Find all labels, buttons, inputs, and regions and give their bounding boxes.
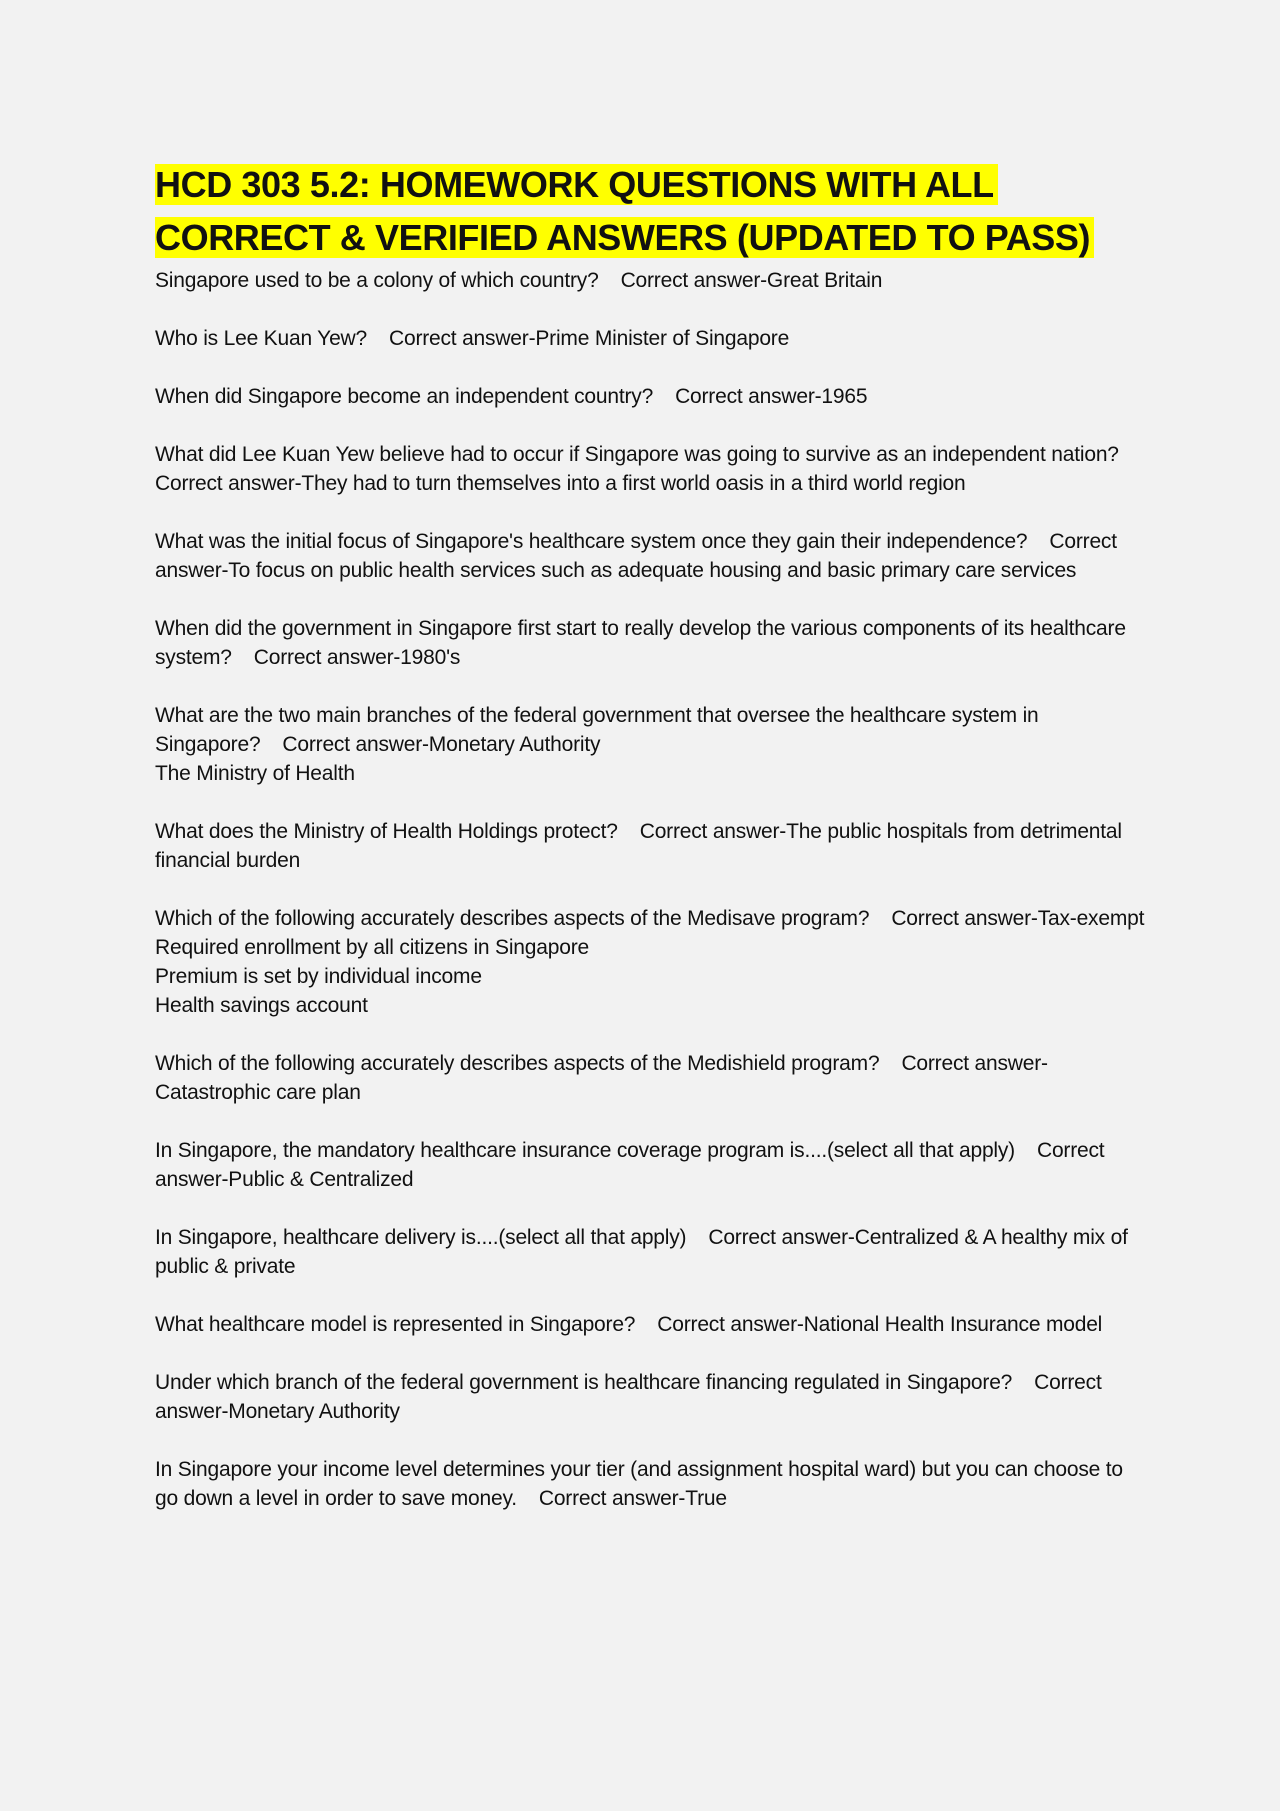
- qa-item: [155, 1049, 1145, 1107]
- qa-answer: Correct answer-Monetary Authority: [282, 733, 601, 756]
- qa-item: [155, 817, 1145, 875]
- qa-answer-extra-line: Health savings account: [155, 994, 368, 1017]
- qa-question: What does the Ministry of Health Holdings protect?: [155, 820, 618, 843]
- qa-question: In Singapore, healthcare delivery is....(select all that apply): [155, 1226, 687, 1249]
- qa-item: [155, 701, 1145, 788]
- qa-item: [155, 1223, 1145, 1281]
- qa-question: In Singapore your income level determines your tier (and assignment hospital ward) but you can choose to go down a level in order to save money.: [155, 1458, 1123, 1510]
- qa-answer: Correct answer-Tax-exempt: [891, 907, 1145, 930]
- qa-answer: Correct answer-To focus on public health services such as adequate housing and basic primary care services: [155, 530, 1117, 582]
- qa-answer-extra-line: Required enrollment by all citizens in Singapore: [155, 936, 589, 959]
- document-title-line1: HCD 303 5.2: HOMEWORK QUESTIONS WITH ALL: [155, 164, 994, 205]
- qa-item: [155, 904, 1145, 1020]
- qa-question: Who is Lee Kuan Yew?: [155, 327, 367, 350]
- qa-question: Which of the following accurately describes aspects of the Medisave program?: [155, 907, 870, 930]
- qa-item: [155, 1310, 1145, 1339]
- document-title: [155, 158, 1145, 264]
- document-content: [155, 158, 1145, 1542]
- qa-question: What healthcare model is represented in Singapore?: [155, 1313, 636, 1336]
- qa-answer: Correct answer-Centralized & A healthy mix of public & private: [155, 1226, 1128, 1278]
- qa-question: When did Singapore become an independent country?: [155, 385, 654, 408]
- qa-item: [155, 1368, 1145, 1426]
- qa-answer: Correct answer-Catastrophic care plan: [155, 1052, 1048, 1104]
- qa-answer: Correct answer-True: [538, 1487, 727, 1510]
- qa-answer-extra-line: The Ministry of Health: [155, 762, 355, 785]
- document-title-text: [155, 164, 1094, 258]
- qa-answer: Correct answer-Prime Minister of Singapore: [389, 327, 790, 350]
- qa-question: In Singapore, the mandatory healthcare insurance coverage program is....(select all that apply): [155, 1139, 1015, 1162]
- qa-answer: Correct answer-National Health Insurance model: [657, 1313, 1103, 1336]
- qa-question: What are the two main branches of the federal government that oversee the healthcare system in Singapore?: [155, 704, 1039, 756]
- qa-item: [155, 324, 1145, 353]
- qa-question: Singapore used to be a colony of which country?: [155, 269, 599, 292]
- qa-question: What was the initial focus of Singapore's healthcare system once they gain their independence?: [155, 530, 1028, 553]
- qa-item: [155, 266, 1145, 295]
- qa-answer-extra-line: Premium is set by individual income: [155, 965, 482, 988]
- qa-answer: Correct answer-The public hospitals from detrimental financial burden: [155, 820, 1122, 872]
- qa-item: [155, 527, 1145, 585]
- qa-item: [155, 1455, 1145, 1513]
- qa-item: [155, 614, 1145, 672]
- document-title-line2: CORRECT & VERIFIED ANSWERS (UPDATED TO PASS): [155, 217, 1091, 258]
- qa-answer: Correct answer-1965: [675, 385, 868, 408]
- qa-item: [155, 1136, 1145, 1194]
- qa-question: Which of the following accurately describes aspects of the Medishield program?: [155, 1052, 880, 1075]
- qa-answer: Correct answer-They had to turn themselves into a first world oasis in a third world region: [155, 472, 966, 495]
- qa-answer: Correct answer-1980's: [253, 646, 461, 669]
- qa-question: Under which branch of the federal government is healthcare financing regulated in Singapore?: [155, 1371, 1013, 1394]
- qa-item: [155, 440, 1145, 498]
- qa-question: When did the government in Singapore first start to really develop the various components of its healthcare system?: [155, 617, 1126, 669]
- qa-item: [155, 382, 1145, 411]
- qa-answer: Correct answer-Public & Centralized: [155, 1139, 1105, 1191]
- qa-list: [155, 266, 1145, 1513]
- qa-question: What did Lee Kuan Yew believe had to occur if Singapore was going to survive as an independent nation?: [155, 443, 1119, 466]
- qa-answer: Correct answer-Great Britain: [620, 269, 883, 292]
- qa-answer: Correct answer-Monetary Authority: [155, 1371, 1102, 1423]
